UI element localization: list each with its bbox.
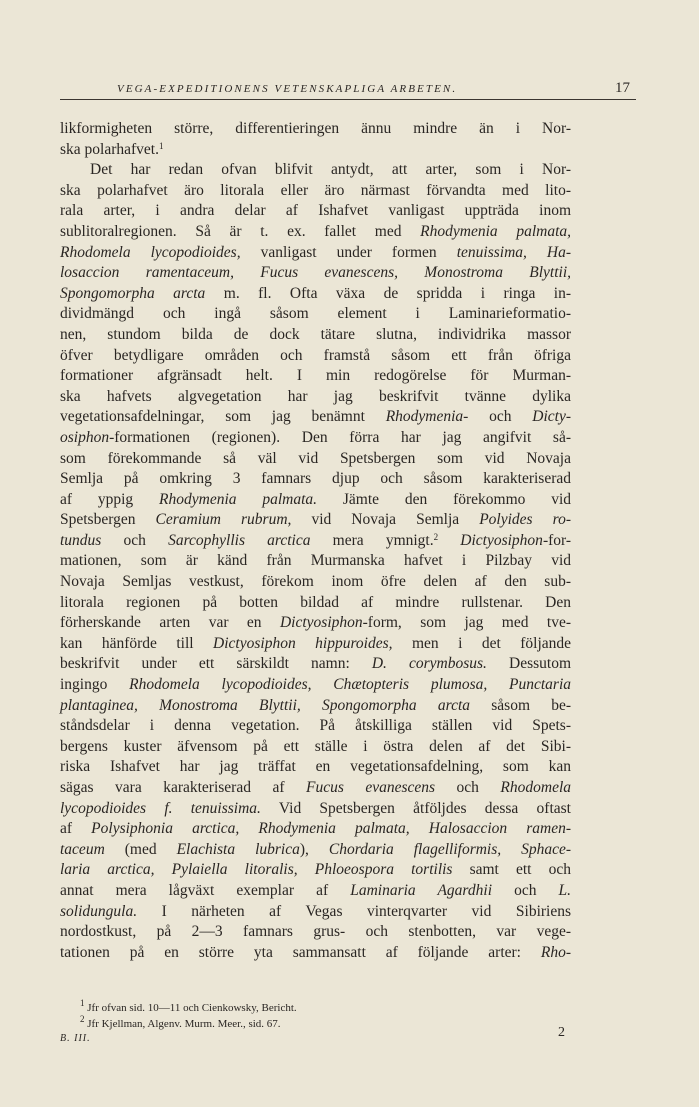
text-line: litorala regionen på botten bildad af mindre rullstenar. Den [60, 593, 571, 611]
text-line: solidungula. I närheten af Vegas vinterqvarter vid Sibiriens [60, 902, 572, 920]
footnote-marker: 1 [80, 998, 85, 1008]
text-line: laria arctica, Pylaiella litoralis, Phloeospora tortilis samt ett och [60, 861, 571, 879]
text-line: ingingo Rhodomela lycopodioides, Chætopteris plumosa, Punctaria [60, 676, 571, 694]
text-line: annat mera lågväxt exemplar af Laminaria Agardhii och L. [60, 881, 572, 899]
footnote-marker: 2 [80, 1013, 85, 1024]
text-line: formationer afgränsadt helt. I min redogörelse för Murman- [60, 367, 571, 385]
text-line: lycopodioides f. tenuissima. Vid Spetsbergen åtföljdes dessa oftast [60, 799, 571, 817]
footnotes [60, 998, 571, 1032]
text-line: Spetsbergen Ceramium rubrum, vid Novaja Semlja Polyides ro- [60, 511, 572, 529]
text-line: nen, stundom bilda de dock tätare slutna, individrika massor [60, 325, 571, 343]
text-line: ståndsdelar i denna vegetation. På åtskilliga ställen vid Spets- [60, 717, 571, 735]
signature-mark: B. III. [60, 1033, 91, 1044]
text-line: taceum (med Elachista lubrica), Chordaria flagelliformis, Sphace- [60, 840, 572, 858]
text-line: af yppig Rhodymenia palmata. Jämte den förekommo vid [60, 490, 572, 508]
text-line: Novaja Semljas vestkust, förekom inom öfre delen af den sub- [60, 573, 571, 591]
text-line: sägas vara karakteriserad af Fucus evanescens och Rhodomela [60, 779, 572, 796]
text-line: ska polarhafvet.$^1$ [60, 140, 164, 158]
text-line: plantaginea, Monostroma Blyttii, Spongomorpha arcta såsom be- [60, 696, 571, 714]
text-line: osiphon-formationen (regionen). Den förra har jag angifvit så- [60, 428, 571, 446]
text-line: beskrifvit under ett särskildt namn: D. corymbosus. Dessutom [60, 655, 571, 673]
text-line: mationen, som är känd från Murmanska hafvet i Pilzbay vid [60, 552, 571, 570]
text-line: riska Ishafvet har jag träffat en vegetationsafdelning, som kan [60, 758, 571, 776]
text-line: bergens kuster äfvensom på ett ställe i östra delen af det Sibi- [60, 737, 571, 755]
text-line: som förekommande så väl vid Spetsbergen som vid Novaja [60, 449, 571, 467]
text-line: nordostkust, på 2—3 famnars grus- och stenbotten, var vege- [60, 923, 571, 941]
running-title: VEGA-EXPEDITIONENS VETENSKAPLIGA ARBETEN. [117, 83, 458, 95]
text-line: losaccion ramentaceum, Fucus evanescens, Monostroma Blyttii, [60, 264, 571, 282]
text-line: förherskande arten var en Dictyosiphon-form, som jag med tve- [60, 614, 571, 632]
text-line: sublitoralregionen. Så är t. ex. fallet med Rhodymenia palmata, [60, 222, 572, 240]
text-line: Semlja på omkring 3 famnars djup och såsom karakteriserad [60, 470, 571, 488]
text-line: öfver betydligare områden och framstå såsom ett från öfriga [60, 346, 571, 364]
body-text [60, 119, 571, 963]
text-line: tundus och Sarcophyllis arctica mera ymnigt.$^2$ Dictyosiphon-for- [60, 531, 572, 549]
footnote-1: $^1$ Jfr ofvan sid. 10—11 och Cienkowsky, Bericht. [80, 998, 297, 1014]
text-line: Spongomorpha arcta m. fl. Ofta växa de spridda i ringa in- [60, 284, 571, 302]
footnote-2: $^2$ Jfr Kjellman, Algenv. Murm. Meer., sid. 67. [80, 1013, 281, 1030]
text-line: likformigheten större, differentieringen ännu mindre än i Nor- [60, 120, 571, 137]
text-line: Rhodomela lycopodioides, vanligast under formen tenuissima, Ha- [60, 243, 572, 261]
text-line: af Polysiphonia arctica, Rhodymenia palmata, Halosaccion ramen- [60, 820, 572, 838]
text-line: tationen på en större yta sammansatt af följande arter: Rho- [60, 943, 571, 961]
text-line: kan hänförde till Dictyosiphon hippuroides, men i det följande [60, 634, 572, 652]
text-line: ska polarhafvet äro litorala eller äro närmast förvandta med lito- [60, 181, 571, 199]
signature-number: 2 [558, 1025, 565, 1040]
header-rule [60, 99, 636, 100]
text-line: rala arter, i andra delar af Ishafvet vanligast uppträda inom [60, 202, 571, 220]
text-line: dividmängd och ingå såsom element i Laminarieformatio- [60, 305, 571, 323]
text-line: vegetationsafdelningar, som jag benämnt Rhodymenia- och Dicty- [60, 408, 572, 426]
footnote-mark: 1 [159, 140, 164, 151]
footnote-mark: 2 [433, 531, 439, 542]
text-line: Det har redan ofvan blifvit antydt, att arter, som i Nor- [90, 161, 571, 179]
text-line: ska hafvets algvegetation har jag beskrifvit tvänne dylika [60, 387, 571, 405]
page-number: 17 [615, 80, 630, 96]
running-header [60, 80, 640, 98]
